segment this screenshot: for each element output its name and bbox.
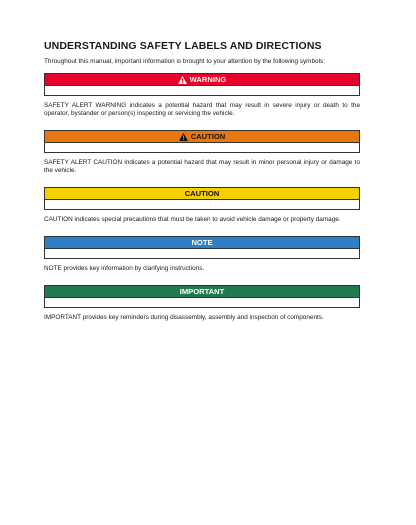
warning-description: SAFETY ALERT WARNING indicates a potential hazard that may result in severe injury or death to the operator, bystander or person(s) inspecting or servicing the vehicle. (44, 102, 360, 117)
label-blank-row (45, 199, 359, 209)
caution-description: CAUTION indicates special precautions that must be taken to avoid vehicle damage or property damage. (44, 216, 341, 223)
label-blank-row (45, 142, 359, 152)
label-band (45, 237, 359, 248)
alert-triangle-icon (179, 133, 188, 141)
safety-label-note (44, 236, 360, 259)
label-band (45, 188, 359, 199)
label-band (45, 74, 359, 85)
safety-label-important (44, 285, 360, 308)
safety-label-alert-caution (44, 130, 360, 153)
alert-caution-description: SAFETY ALERT CAUTION indicates a potential hazard that may result in minor personal injury or damage to the vehicle. (44, 159, 360, 174)
important-description: IMPORTANT provides key reminders during disassembly, assembly and inspection of components. (44, 314, 324, 321)
safety-label-warning (44, 73, 360, 96)
alert-triangle-icon (178, 76, 187, 84)
intro-text: Throughout this manual, important information is brought to your attention by the following symbols: (44, 58, 325, 65)
label-text: CAUTION (190, 132, 226, 141)
label-text: NOTE (191, 238, 213, 247)
label-blank-row (45, 85, 359, 95)
label-text: IMPORTANT (179, 287, 225, 296)
label-text: WARNING (189, 75, 227, 84)
label-blank-row (45, 297, 359, 307)
page-title: UNDERSTANDING SAFETY LABELS AND DIRECTIONS (44, 40, 322, 52)
label-band (45, 131, 359, 142)
label-band (45, 286, 359, 297)
label-text: CAUTION (184, 189, 220, 198)
note-description: NOTE provides key information by clarifying instructions. (44, 265, 205, 272)
safety-label-caution (44, 187, 360, 210)
label-blank-row (45, 248, 359, 258)
